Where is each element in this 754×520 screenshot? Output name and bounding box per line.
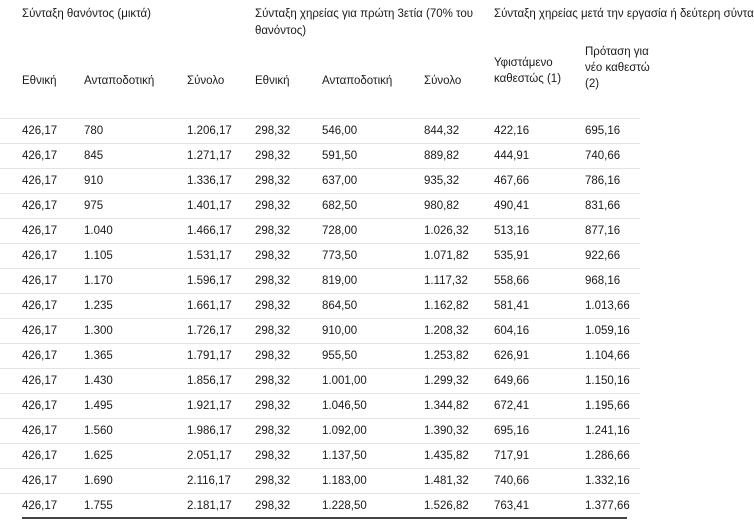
table-cell: 1.241,16 [585, 425, 630, 437]
table-row [0, 268, 640, 293]
column-header-4: Εθνική [255, 75, 290, 87]
table-cell: 1.531,17 [187, 250, 232, 262]
table-cell: 728,00 [322, 225, 358, 237]
table-cell: 426,17 [22, 450, 58, 462]
table-cell: 1.430 [84, 375, 113, 387]
table-cell: 1.435,82 [424, 450, 469, 462]
table-cell: 1.390,32 [424, 425, 469, 437]
table-cell: 695,16 [585, 125, 621, 137]
table-cell: 513,16 [494, 225, 530, 237]
table-cell: 955,50 [322, 350, 358, 362]
table-cell: 1.661,17 [187, 300, 232, 312]
table-cell: 1.013,66 [585, 300, 630, 312]
table-cell: 426,17 [22, 125, 58, 137]
table-cell: 1.299,32 [424, 375, 469, 387]
table-cell: 1.228,50 [322, 500, 367, 512]
table-cell: 1.235 [84, 300, 113, 312]
table-cell: 1.208,32 [424, 325, 469, 337]
table-cell: 426,17 [22, 250, 58, 262]
table-cell: 1.104,66 [585, 350, 630, 362]
table-cell: 717,91 [494, 450, 530, 462]
table-row [0, 443, 640, 468]
column-header-5: Ανταποδοτική [322, 75, 393, 87]
table-row [0, 418, 640, 443]
table-cell: 1.466,17 [187, 225, 232, 237]
table-cell: 2.181,17 [187, 500, 232, 512]
column-header-8: Πρόταση για νέο καθεστώ (2) [585, 46, 650, 90]
table-cell: 426,17 [22, 375, 58, 387]
table-cell: 831,66 [585, 200, 621, 212]
table-cell: 740,66 [585, 150, 621, 162]
table-row [0, 193, 640, 218]
table-cell: 490,41 [494, 200, 530, 212]
table-cell: 1.046,50 [322, 400, 367, 412]
table-cell: 1.596,17 [187, 275, 232, 287]
table-cell: 1.137,50 [322, 450, 367, 462]
table-cell: 426,17 [22, 400, 58, 412]
table-cell: 975 [84, 200, 104, 212]
table-cell: 1.271,17 [187, 150, 232, 162]
table-row [0, 343, 640, 368]
table-cell: 426,17 [22, 275, 58, 287]
table-cell: 298,32 [255, 425, 291, 437]
table-cell: 980,82 [424, 200, 460, 212]
table-cell: 1.365 [84, 350, 113, 362]
table-cell: 1.791,17 [187, 350, 232, 362]
table-cell: 467,66 [494, 175, 530, 187]
table-cell: 780 [84, 125, 104, 137]
table-cell: 298,32 [255, 175, 291, 187]
table-cell: 591,50 [322, 150, 358, 162]
table-cell: 535,91 [494, 250, 530, 262]
table-cell: 1.755 [84, 500, 113, 512]
table-cell: 1.001,00 [322, 375, 367, 387]
table-cell: 298,32 [255, 125, 291, 137]
table-row [0, 168, 640, 193]
table-row [0, 118, 640, 143]
table-cell: 922,66 [585, 250, 621, 262]
table-cell: 298,32 [255, 475, 291, 487]
table-cell: 1.921,17 [187, 400, 232, 412]
column-header-2: Ανταποδοτική [84, 75, 155, 87]
table-row [0, 143, 640, 168]
column-header-3: Σύνολο [187, 75, 225, 87]
table-cell: 1.040 [84, 225, 113, 237]
table-cell: 298,32 [255, 275, 291, 287]
table-cell: 1.026,32 [424, 225, 469, 237]
table-cell: 649,66 [494, 375, 530, 387]
table-cell: 426,17 [22, 425, 58, 437]
table-cell: 298,32 [255, 300, 291, 312]
table-row [0, 293, 640, 318]
table-cell: 626,91 [494, 350, 530, 362]
table-cell: 1.726,17 [187, 325, 232, 337]
table-row [0, 218, 640, 243]
table-cell: 2.051,17 [187, 450, 232, 462]
table-cell: 889,82 [424, 150, 460, 162]
table-cell: 786,16 [585, 175, 621, 187]
table-cell: 298,32 [255, 200, 291, 212]
table-cell: 546,00 [322, 125, 358, 137]
table-cell: 1.071,82 [424, 250, 469, 262]
table-bottom-border [22, 517, 627, 519]
table-cell: 1.183,00 [322, 475, 367, 487]
table-cell: 773,50 [322, 250, 358, 262]
group-header-widow-first-3yrs: Σύνταξη χηρείας για πρώτη 3ετία (70% του θανόντος) [255, 8, 474, 37]
table-cell: 910 [84, 175, 104, 187]
group-header-deceased: Σύνταξη θανόντος (μικτά) [22, 8, 151, 20]
table-cell: 298,32 [255, 325, 291, 337]
table-cell: 1.059,16 [585, 325, 630, 337]
table-cell: 637,00 [322, 175, 358, 187]
table-cell: 1.560 [84, 425, 113, 437]
table-cell: 845 [84, 150, 104, 162]
table-cell: 298,32 [255, 375, 291, 387]
table-cell: 1.253,82 [424, 350, 469, 362]
table-row [0, 468, 640, 493]
table-cell: 1.986,17 [187, 425, 232, 437]
table-cell: 1.344,82 [424, 400, 469, 412]
table-cell: 1.481,32 [424, 475, 469, 487]
table-cell: 968,16 [585, 275, 621, 287]
table-cell: 864,50 [322, 300, 358, 312]
table-cell: 1.162,82 [424, 300, 469, 312]
table-cell: 672,41 [494, 400, 530, 412]
table-cell: 2.116,17 [187, 475, 231, 487]
table-cell: 426,17 [22, 150, 58, 162]
table-row [0, 243, 640, 268]
table-cell: 1.336,17 [187, 175, 232, 187]
table-cell: 426,17 [22, 500, 58, 512]
table-cell: 426,17 [22, 350, 58, 362]
table-cell: 298,32 [255, 250, 291, 262]
table-cell: 426,17 [22, 225, 58, 237]
table-cell: 1.150,16 [585, 375, 630, 387]
table-cell: 695,16 [494, 425, 530, 437]
table-cell: 910,00 [322, 325, 358, 337]
table-cell: 763,41 [494, 500, 530, 512]
table-cell: 426,17 [22, 475, 58, 487]
table-cell: 298,32 [255, 350, 291, 362]
table-cell: 1.332,16 [585, 475, 630, 487]
table-cell: 444,91 [494, 150, 530, 162]
table-cell: 682,50 [322, 200, 358, 212]
table-row [0, 318, 640, 343]
column-header-1: Εθνική [22, 75, 57, 87]
table-cell: 1.105 [84, 250, 113, 262]
table-cell: 298,32 [255, 500, 291, 512]
column-header-7: Υφιστάμενο καθεστώς (1) [494, 57, 562, 85]
table-cell: 1.495 [84, 400, 113, 412]
table-cell: 1.092,00 [322, 425, 367, 437]
table-cell: 1.286,66 [585, 450, 630, 462]
table-cell: 426,17 [22, 200, 58, 212]
table-cell: 1.170 [84, 275, 113, 287]
table-cell: 819,00 [322, 275, 358, 287]
table-cell: 1.195,66 [585, 400, 630, 412]
table-cell: 581,41 [494, 300, 530, 312]
table-row [0, 368, 640, 393]
table-cell: 558,66 [494, 275, 530, 287]
table-row [0, 493, 640, 518]
table-cell: 1.377,66 [585, 500, 630, 512]
table-row [0, 393, 640, 418]
table-cell: 1.300 [84, 325, 113, 337]
table-cell: 422,16 [494, 125, 530, 137]
table-cell: 604,16 [494, 325, 530, 337]
table-cell: 740,66 [494, 475, 530, 487]
table-cell: 1.690 [84, 475, 113, 487]
table-cell: 877,16 [585, 225, 621, 237]
table-cell: 844,32 [424, 125, 460, 137]
table-cell: 1.206,17 [187, 125, 232, 137]
table-cell: 1.856,17 [187, 375, 232, 387]
table-cell: 1.625 [84, 450, 113, 462]
column-header-6: Σύνολο [424, 75, 462, 87]
table-cell: 298,32 [255, 225, 291, 237]
table-cell: 298,32 [255, 400, 291, 412]
table-cell: 1.401,17 [187, 200, 232, 212]
table-cell: 1.526,82 [424, 500, 469, 512]
table-cell: 298,32 [255, 450, 291, 462]
table-cell: 426,17 [22, 325, 58, 337]
table-cell: 935,32 [424, 175, 460, 187]
table-cell: 426,17 [22, 300, 58, 312]
table-cell: 298,32 [255, 150, 291, 162]
table-cell: 426,17 [22, 175, 58, 187]
table-cell: 1.117,32 [424, 275, 468, 287]
group-header-widow-after: Σύνταξη χηρείας μετά την εργασία ή δεύτερη σύντα [494, 8, 754, 20]
